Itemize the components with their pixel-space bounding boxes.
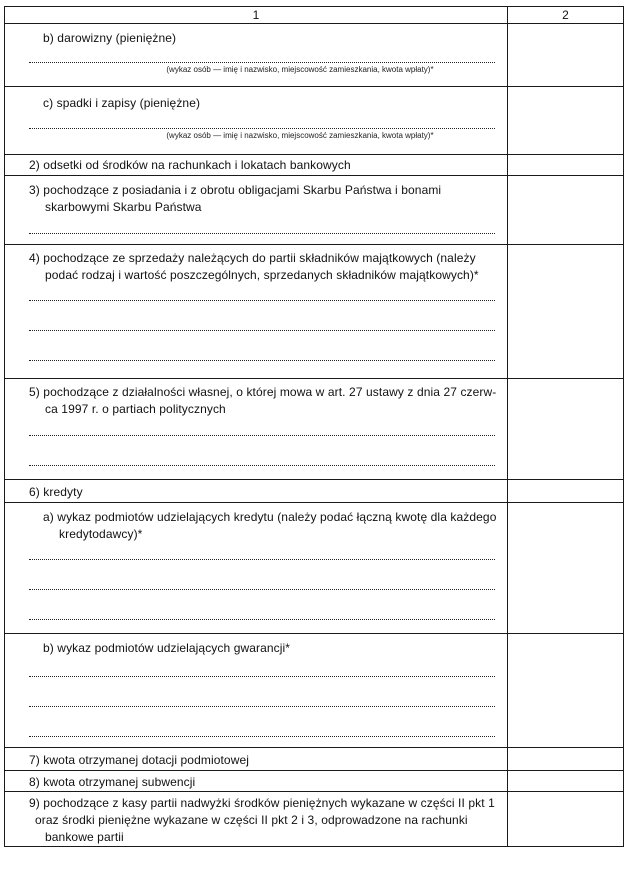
row-7-desc bbox=[5, 748, 508, 771]
row-6a-dotted-line-3 bbox=[29, 619, 495, 620]
row-6a-desc bbox=[5, 503, 508, 634]
row-3-line-2: skarbowymi Skarbu Państwa bbox=[45, 200, 202, 214]
row-9-kasa-partii bbox=[5, 792, 624, 847]
row-5-desc bbox=[5, 379, 508, 480]
row-c-value-cell[interactable] bbox=[508, 87, 624, 155]
row-2-desc bbox=[5, 155, 508, 176]
row-8-subwencja bbox=[5, 771, 624, 792]
row-5-line-2: ca 1997 r. o partiach politycznych bbox=[45, 402, 226, 416]
row-4-dotted-line-2 bbox=[29, 330, 495, 331]
row-6-desc bbox=[5, 480, 508, 503]
row-6b-gwarancje bbox=[5, 634, 624, 748]
row-4-desc bbox=[5, 245, 508, 379]
row-5-dzialalnosc bbox=[5, 379, 624, 480]
row-6a-dotted-line-2 bbox=[29, 589, 495, 590]
row-9-line-2: oraz środki pieniężne wykazane w części II pkt 2 i 3, odprowadzone na rachunki bbox=[35, 813, 468, 827]
row-6a-line-1: a) wykaz podmiotów udzielających kredytu (należy podać łączną kwotę dla każdego bbox=[43, 510, 497, 524]
row-8-desc bbox=[5, 771, 508, 792]
row-5-dotted-line-1 bbox=[29, 435, 495, 436]
row-7-dotacja bbox=[5, 748, 624, 771]
header-row bbox=[5, 7, 624, 24]
row-c-hint: (wykaz osób — imię i nazwisko, miejscowość zamieszkania, kwota wpłaty)* bbox=[166, 131, 434, 140]
row-4-sprzedaz bbox=[5, 245, 624, 379]
row-6-kredyty bbox=[5, 480, 624, 503]
row-6a-dotted-line-1 bbox=[29, 559, 495, 560]
financial-report-table bbox=[4, 6, 624, 847]
row-3-value-cell[interactable] bbox=[508, 176, 624, 245]
row-b-value-cell[interactable] bbox=[508, 24, 624, 87]
row-6-value-cell[interactable] bbox=[508, 480, 624, 503]
row-9-line-3: bankowe partii bbox=[45, 830, 124, 844]
row-b-desc bbox=[5, 24, 508, 87]
row-3-line-1: 3) pochodzące z posiadania i z obrotu obligacjami Skarbu Państwa i bonami bbox=[29, 183, 442, 197]
row-6b-value-cell[interactable] bbox=[508, 634, 624, 748]
header-col-1: 1 bbox=[5, 7, 508, 24]
row-6-label: 6) kredyty bbox=[29, 485, 83, 499]
row-6b-dotted-line-1 bbox=[29, 676, 495, 677]
row-8-label: 8) kwota otrzymanej subwencji bbox=[29, 775, 196, 789]
row-c-label: c) spadki i zapisy (pieniężne) bbox=[43, 96, 201, 110]
row-9-desc bbox=[5, 792, 508, 847]
row-9-line-1: 9) pochodzące z kasy partii nadwyżki środków pieniężnych wykazane w części II pkt 1 bbox=[29, 796, 495, 810]
row-3-obligacje bbox=[5, 176, 624, 245]
row-3-desc bbox=[5, 176, 508, 245]
row-2-label: 2) odsetki od środków na rachunkach i lokatach bankowych bbox=[29, 158, 351, 172]
row-5-dotted-line-2 bbox=[29, 465, 495, 466]
row-b-label: b) darowizny (pieniężne) bbox=[43, 31, 177, 45]
row-5-line-1: 5) pochodzące z działalności własnej, o której mowa w art. 27 ustawy z dnia 27 czerw- bbox=[29, 385, 497, 399]
row-7-label: 7) kwota otrzymanej dotacji podmiotowej bbox=[29, 753, 249, 767]
row-8-value-cell[interactable] bbox=[508, 771, 624, 792]
row-6a-line-2: kredytodawcy)* bbox=[59, 527, 143, 541]
row-b-hint: (wykaz osób — imię i nazwisko, miejscowość zamieszkania, kwota wpłaty)* bbox=[166, 65, 434, 74]
row-3-dotted-line bbox=[29, 233, 495, 234]
row-6a-value-cell[interactable] bbox=[508, 503, 624, 634]
row-5-value-cell[interactable] bbox=[508, 379, 624, 480]
row-6b-desc bbox=[5, 634, 508, 748]
row-6a-kredytodawcy bbox=[5, 503, 624, 634]
row-c-spadki bbox=[5, 87, 624, 155]
row-c-desc bbox=[5, 87, 508, 155]
row-4-dotted-line-1 bbox=[29, 300, 495, 301]
header-col-2: 2 bbox=[508, 7, 624, 24]
row-6b-label: b) wykaz podmiotów udzielających gwarancji* bbox=[43, 641, 291, 655]
row-4-line-1: 4) pochodzące ze sprzedaży należących do partii składników majątkowych (należy bbox=[29, 251, 476, 265]
row-6b-dotted-line-3 bbox=[29, 736, 495, 737]
row-2-value-cell[interactable] bbox=[508, 155, 624, 176]
row-4-value-cell[interactable] bbox=[508, 245, 624, 379]
row-2-odsetki bbox=[5, 155, 624, 176]
row-7-value-cell[interactable] bbox=[508, 748, 624, 771]
row-4-line-2: podać rodzaj i wartość poszczególnych, sprzedanych składników majątkowych)* bbox=[45, 268, 479, 282]
row-6b-dotted-line-2 bbox=[29, 706, 495, 707]
row-4-dotted-line-3 bbox=[29, 360, 495, 361]
row-9-value-cell[interactable] bbox=[508, 792, 624, 847]
row-b-darowizny bbox=[5, 24, 624, 87]
